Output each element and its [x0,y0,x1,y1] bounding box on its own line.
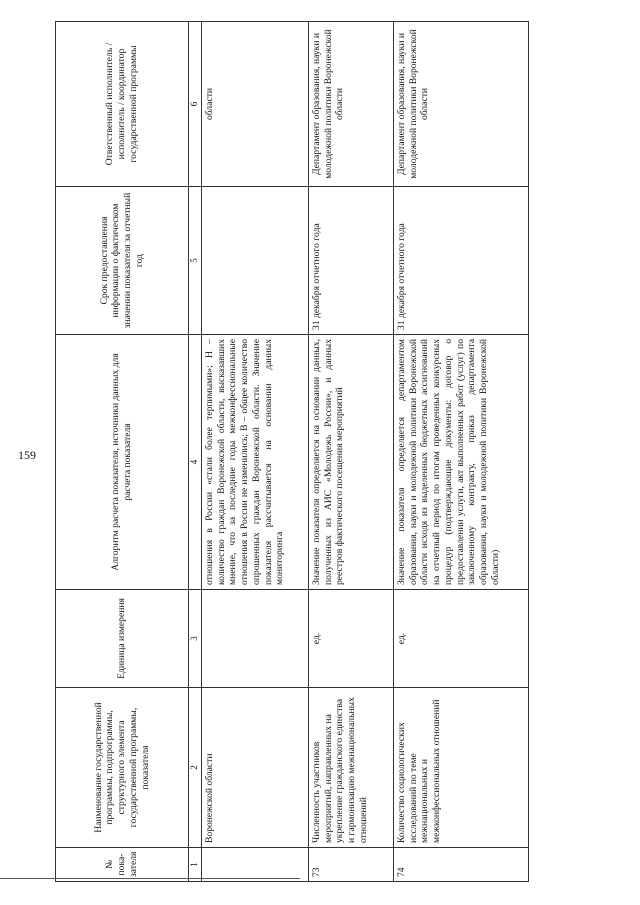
row-number: 74 [394,848,529,882]
table-row [394,22,529,882]
indicator-responsible: Департамент образования, науки и молодежной политики Воронежской области [394,22,529,187]
indicator-deadline: 31 декабря отчетного года [394,187,529,335]
page-number: 159 [18,448,36,462]
column-number: 5 [189,187,202,335]
header-name: Наименование государственной программы, подпрограммы, структурного элемента государственной программы, показателя [56,688,189,848]
column-number: 3 [189,590,202,688]
indicator-algorithm: отношения в России «стали более терпимыми»; Н – количество граждан Воронежской области, высказавших мнение, что за последние годы межконфессиональные отношения в России не изменились; В – общее количество опрошенных граждан Воронежской области. Значение показателя рассчитывается на основании данных мониторинга [202,335,309,590]
footer-divider [0,878,300,879]
header-unit: Единица измерения [56,590,189,688]
row-number: 73 [309,848,394,882]
column-number: 1 [189,848,202,882]
indicator-unit: ед. [394,590,529,688]
row-number [202,848,309,882]
column-number: 6 [189,22,202,187]
indicator-table-rotated [55,22,610,882]
column-number: 2 [189,688,202,848]
table-row [309,22,394,882]
indicator-unit: ед. [309,590,394,688]
header-number: № пока-зателя [56,848,189,882]
indicator-deadline [202,187,309,335]
indicator-unit [202,590,309,688]
header-algorithm: Алгоритм расчета показателя, источники данных для расчета показателя [56,335,189,590]
table-row [202,22,309,882]
indicator-name: Количество социологических исследований по теме межнациональных и межконфессиональных отношений [394,688,529,848]
indicator-name: Воронежской области [202,688,309,848]
indicator-deadline: 31 декабря отчетного года [309,187,394,335]
table-header-row [56,22,189,882]
indicator-algorithm: Значение показателя определяется на основании данных, полученных из АИС «Молодежь России», и данных реестров фактического посещения мероприятий [309,335,394,590]
header-responsible: Ответственный исполнитель / исполнитель / координатор государственной программы [56,22,189,187]
indicator-responsible: области [202,22,309,187]
indicator-name: Численность участников мероприятий, направленных на укрепление гражданского единства и гармонизацию межнациональных отношений [309,688,394,848]
header-deadline: Срок предоставления информации о фактическом значении показателя за отчетный год [56,187,189,335]
indicator-table [55,21,529,882]
column-number: 4 [189,335,202,590]
indicator-responsible: Департамент образования, науки и молодежной политики Воронежской области [309,22,394,187]
indicator-algorithm: Значение показателя определяется департаментом образования, науки и молодежной политики Воронежской области исходя из выделенных бюджетных ассигнований на отчетный период по итогам проведенных конкурсных процедур (подтверждающие документы: договор о предоставлении услуги, акт выполненных работ (услуг) по заключенному контракту, приказ департамента образования, науки и молодежной политики Воронежской области) [394,335,529,590]
column-number-row [189,22,202,882]
